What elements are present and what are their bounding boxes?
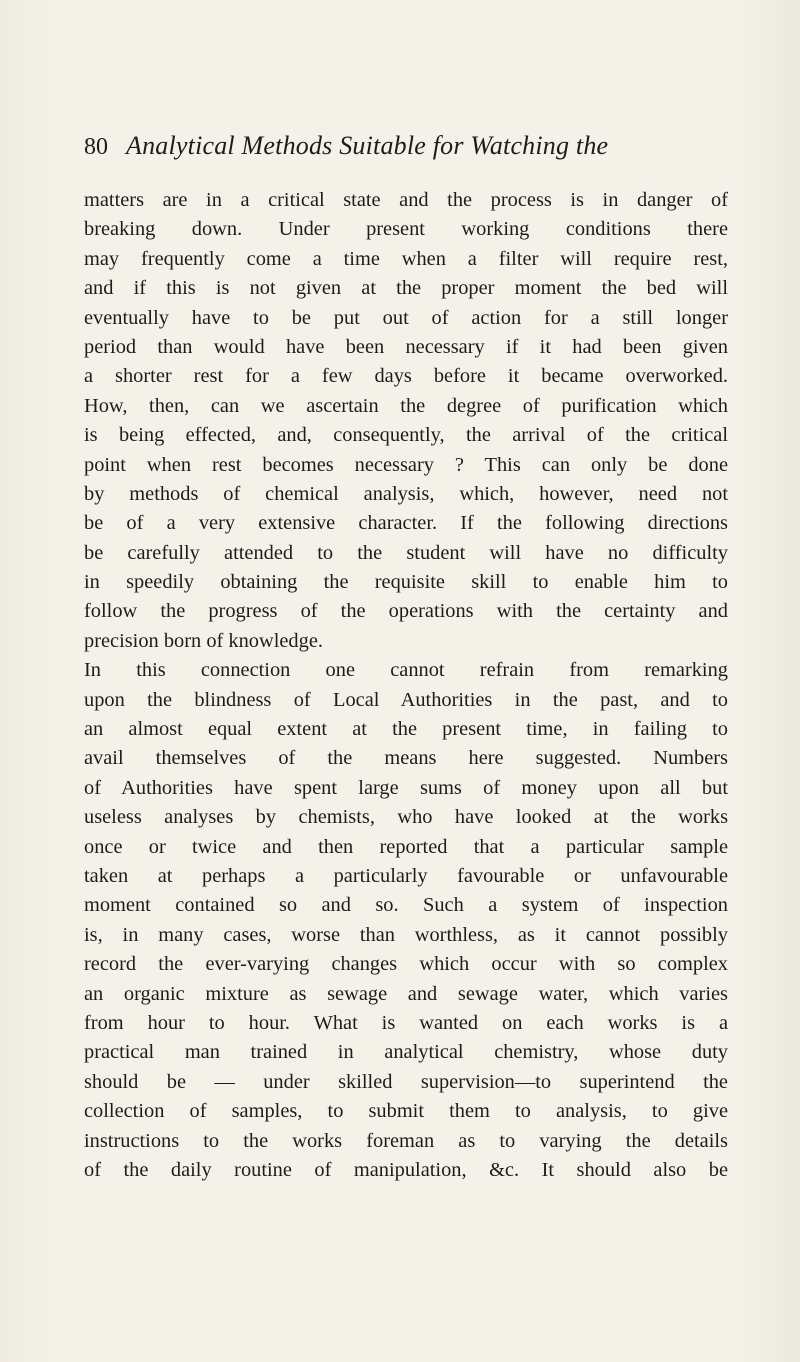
text-line: useless analyses by chemists, who have looked at the works <box>84 806 728 829</box>
page-header <box>84 131 724 171</box>
text-line: be of a very extensive character. If the following directions <box>84 512 728 535</box>
page-number: 80 <box>84 134 108 160</box>
text-line: precision born of knowledge. <box>84 629 323 652</box>
text-line: should be — under skilled supervision—to superintend the <box>84 1070 728 1093</box>
text-line: an organic mixture as sewage and sewage water, which varies <box>84 982 728 1005</box>
text-line: be carefully attended to the student will have no difficulty <box>84 541 728 564</box>
text-line: instructions to the works foreman as to varying the details <box>84 1129 728 1152</box>
running-title: Analytical Methods Suitable for Watching the <box>126 131 609 160</box>
text-line: an almost equal extent at the present time, in failing to <box>84 718 728 741</box>
text-line: How, then, can we ascertain the degree of purification which <box>84 394 728 417</box>
text-line: point when rest becomes necessary ? This can only be done <box>84 453 728 476</box>
text-line: by methods of chemical analysis, which, however, need not <box>84 482 728 505</box>
text-line: is being effected, and, consequently, the arrival of the critical <box>84 424 728 447</box>
text-line: of Authorities have spent large sums of money upon all but <box>84 776 728 799</box>
text-line: practical man trained in analytical chemistry, whose duty <box>84 1041 728 1064</box>
text-line: upon the blindness of Local Authorities in the past, and to <box>84 688 728 711</box>
text-line: eventually have to be put out of action for a still longer <box>84 306 728 329</box>
text-line: follow the progress of the operations with the certainty and <box>84 600 728 623</box>
text-line: record the ever-varying changes which occur with so complex <box>84 953 728 976</box>
text-line: once or twice and then reported that a particular sample <box>84 835 728 858</box>
text-line: from hour to hour. What is wanted on each works is a <box>84 1011 728 1034</box>
text-line: collection of samples, to submit them to analysis, to give <box>84 1100 728 1123</box>
text-line: taken at perhaps a particularly favourable or unfavourable <box>84 864 728 887</box>
text-line: and if this is not given at the proper moment the bed will <box>84 277 728 300</box>
text-line: moment contained so and so. Such a system of inspection <box>84 894 728 917</box>
text-line: breaking down. Under present working conditions there <box>84 218 728 241</box>
body-text <box>84 186 728 1185</box>
text-line: in speedily obtaining the requisite skill to enable him to <box>84 571 728 594</box>
text-line: avail themselves of the means here suggested. Numbers <box>84 747 728 770</box>
text-line: is, in many cases, worse than worthless, as it cannot possibly <box>84 923 728 946</box>
text-line: a shorter rest for a few days before it became overworked. <box>84 365 728 388</box>
text-line: matters are in a critical state and the process is in danger of <box>84 189 728 211</box>
text-line: period than would have been necessary if it had been given <box>84 335 728 358</box>
text-line: of the daily routine of manipulation, &c. It should also be <box>84 1158 728 1181</box>
text-line: may frequently come a time when a filter will require rest, <box>84 247 728 270</box>
paragraph-start-line: In this connection one cannot refrain from remarking <box>84 659 728 682</box>
